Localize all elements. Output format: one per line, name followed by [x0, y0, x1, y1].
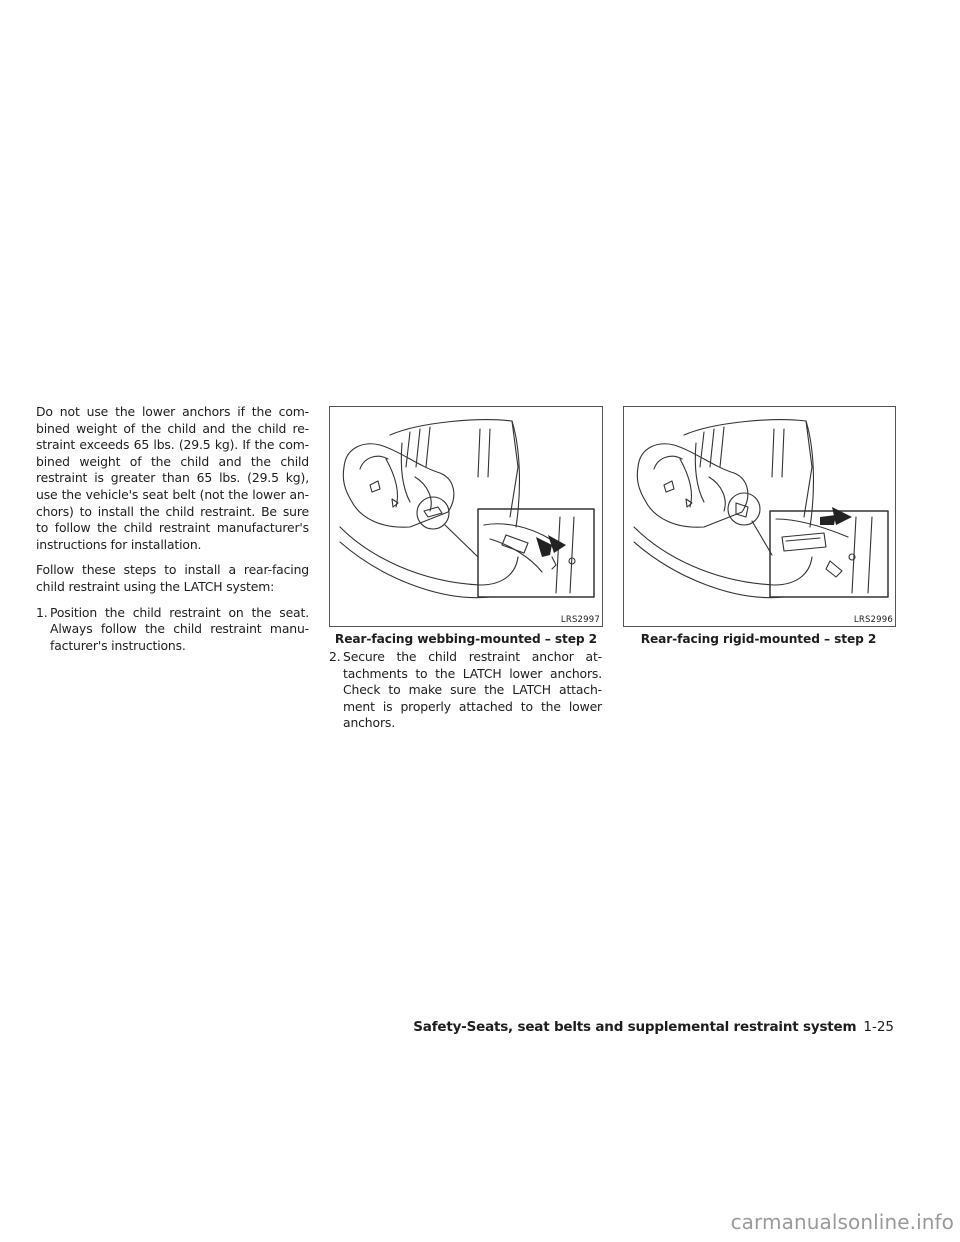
- step-number: 2.: [329, 649, 341, 664]
- figure-code: LRS2996: [853, 615, 893, 625]
- figure-caption-webbing: Rear-facing webbing-mounted – step 2: [334, 632, 598, 646]
- seat-illustration-webbing: [330, 407, 602, 626]
- figure-caption-rigid: Rear-facing rigid-mounted – step 2: [640, 632, 877, 646]
- step-number: 1.: [36, 604, 48, 620]
- page-number: 1-25: [863, 1019, 894, 1035]
- watermark: carmanualsonline.info: [730, 1210, 954, 1234]
- intro-paragraph: Do not use the lower anchors if the com-bined weight of the child and the child re-straint exceeds 65 lbs. (29.5 kg). If the com-bined weight of the child and the child restraint is greater than 65 lbs. (29.5 kg), use the vehicle's seat belt (not the lower an-chors) to install the child restraint. Be sure to follow the child restraint manufacturer's instructions for installation.: [36, 404, 309, 552]
- figure-code: LRS2997: [560, 615, 600, 625]
- middle-column: [329, 649, 602, 732]
- step-text: Secure the child restraint anchor at-tachments to the LATCH lower anchors. Check to make sure the LATCH attach-ment is properly attached to the lower anchors.: [343, 649, 602, 731]
- figure-rigid-mounted: [623, 406, 896, 627]
- left-column: [36, 404, 309, 654]
- page-footer: [413, 1019, 894, 1035]
- seat-illustration-rigid: [624, 407, 895, 626]
- figure-webbing-mounted: [329, 406, 603, 627]
- step-text: Position the child restraint on the seat. Always follow the child restraint manu-facturer's instructions.: [50, 604, 309, 653]
- step-2: [329, 649, 602, 732]
- follow-paragraph: Follow these steps to install a rear-facing child restraint using the LATCH system:: [36, 562, 309, 594]
- footer-section-title: Safety-Seats, seat belts and supplemental restraint system: [413, 1019, 857, 1035]
- step-1: [36, 605, 309, 655]
